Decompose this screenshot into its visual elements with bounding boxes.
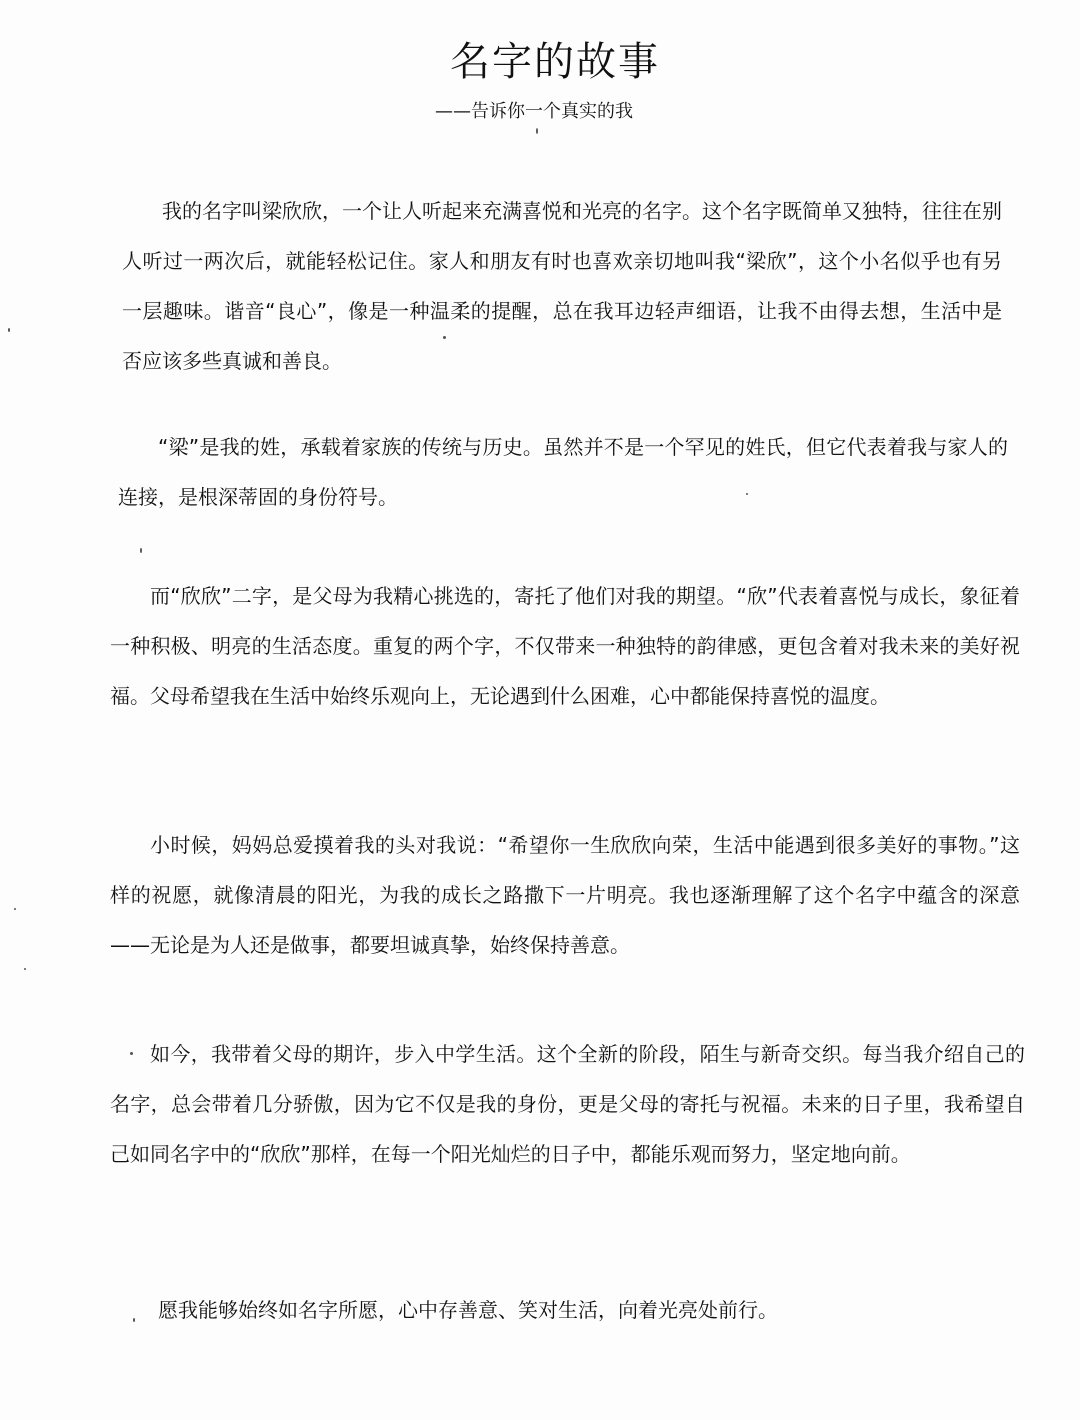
paragraph-4: 小时候，妈妈总爱摸着我的头对我说：“希望你一生欣欣向荣，生活中能遇到很多美好的事物。”这样的祝愿，就像清晨的阳光，为我的成长之路撒下一片明亮。我也逐渐理解了这个名字中蕴含的深意——无论是为人还是做事，都要坦诚真挚，始终保持善意。	[110, 833, 1020, 957]
scan-speck	[140, 548, 142, 553]
page-title: 名字的故事	[450, 39, 660, 85]
scan-speck	[536, 128, 538, 134]
scan-speck	[746, 493, 748, 495]
scan-speck	[8, 328, 10, 332]
scan-speck	[133, 1318, 135, 1322]
paragraph-2: “梁”是我的姓，承载着家族的传统与历史。虽然并不是一个罕见的姓氏，但它代表着我与家人的连接，是根深蒂固的身份符号。	[118, 435, 1008, 509]
paragraph-6: 愿我能够始终如名字所愿，心中存善意、笑对生活，向着光亮处前行。	[158, 1298, 778, 1322]
scan-speck	[443, 336, 446, 339]
scan-speck	[24, 968, 26, 970]
scan-speck	[14, 908, 16, 910]
scan-speck	[130, 1052, 133, 1055]
paragraph-3: 而“欣欣”二字，是父母为我精心挑选的，寄托了他们对我的期望。“欣”代表着喜悦与成长，象征着一种积极、明亮的生活态度。重复的两个字，不仅带来一种独特的韵律感，更包含着对我未来的美好祝福。父母希望我在生活中始终乐观向上，无论遇到什么困难，心中都能保持喜悦的温度。	[110, 584, 1020, 708]
paragraph-5: 如今，我带着父母的期许，步入中学生活。这个全新的阶段，陌生与新奇交织。每当我介绍自己的名字，总会带着几分骄傲，因为它不仅是我的身份，更是父母的寄托与祝福。未来的日子里，我希望自己如同名字中的“欣欣”那样，在每一个阳光灿烂的日子中，都能乐观而努力，坚定地向前。	[110, 1042, 1025, 1166]
page-subtitle: ——告诉你一个真实的我	[435, 101, 633, 122]
paragraph-1: 我的名字叫梁欣欣，一个让人听起来充满喜悦和光亮的名字。这个名字既简单又独特，往往在别人听过一两次后，就能轻松记住。家人和朋友有时也喜欢亲切地叫我“梁欣”，这个小名似乎也有另一层趣味。谐音“良心”，像是一种温柔的提醒，总在我耳边轻声细语，让我不由得去想，生活中是否应该多些真诚和善良。	[122, 199, 1002, 373]
